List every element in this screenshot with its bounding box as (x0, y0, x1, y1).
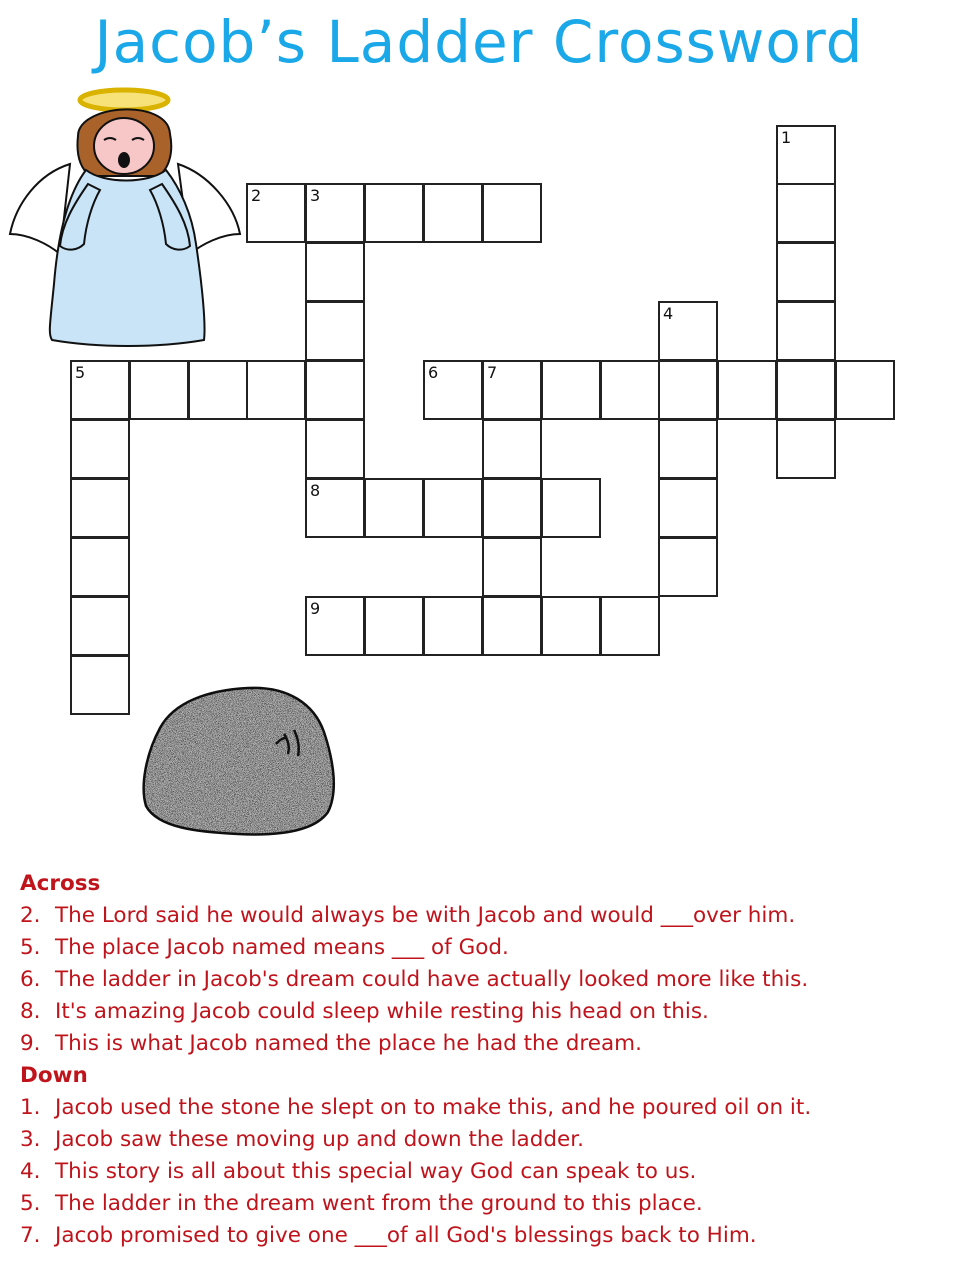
crossword-cell[interactable] (423, 478, 483, 538)
crossword-cell[interactable] (776, 360, 836, 420)
clue-num: 9. (20, 1031, 41, 1056)
crossword-cell[interactable] (70, 419, 130, 479)
clue-number: 7 (487, 363, 498, 382)
clue-text: The ladder in the dream went from the ground to this place. (55, 1191, 703, 1216)
crossword-cell[interactable] (658, 478, 718, 538)
crossword-cell[interactable] (482, 360, 542, 420)
clue-num: 5. (20, 1191, 41, 1216)
across-clue (20, 900, 940, 932)
crossword-cell[interactable] (305, 419, 365, 479)
down-heading: Down (20, 1063, 88, 1088)
clue-num: 8. (20, 999, 41, 1024)
clue-num: 4. (20, 1159, 41, 1184)
crossword-cell[interactable] (600, 596, 660, 656)
clue-text: Jacob saw these moving up and down the ladder. (55, 1127, 584, 1152)
crossword-cell[interactable] (423, 596, 483, 656)
across-clue (20, 964, 940, 996)
crossword-cell[interactable] (776, 242, 836, 302)
clue-number: 9 (310, 599, 321, 618)
clue-number: 8 (310, 481, 321, 500)
crossword-cell[interactable] (70, 596, 130, 656)
crossword-cell[interactable] (482, 537, 542, 597)
crossword-cell[interactable] (658, 301, 718, 361)
crossword-cell[interactable] (600, 360, 660, 420)
crossword-cell[interactable] (658, 537, 718, 597)
crossword-cell[interactable] (541, 360, 601, 420)
crossword-cell[interactable] (246, 360, 306, 420)
clue-text: This is what Jacob named the place he had the dream. (55, 1031, 642, 1056)
clue-text: This story is all about this special way God can speak to us. (55, 1159, 697, 1184)
crossword-cell[interactable] (717, 360, 777, 420)
crossword-cell[interactable] (305, 301, 365, 361)
across-heading: Across (20, 871, 101, 896)
crossword-cell[interactable] (658, 419, 718, 479)
crossword-cell[interactable] (246, 183, 306, 243)
down-clue (20, 1220, 940, 1252)
clue-number: 5 (75, 363, 86, 382)
crossword-cell[interactable] (482, 478, 542, 538)
clue-text: Jacob promised to give one ___of all God's blessings back to Him. (55, 1223, 757, 1248)
crossword-cell[interactable] (423, 183, 483, 243)
crossword-cell[interactable] (776, 419, 836, 479)
crossword-cell[interactable] (541, 478, 601, 538)
crossword-cell[interactable] (305, 360, 365, 420)
crossword-cell[interactable] (482, 183, 542, 243)
crossword-cell[interactable] (776, 301, 836, 361)
clue-num: 6. (20, 967, 41, 992)
crossword-cell[interactable] (658, 360, 718, 420)
clue-text: It's amazing Jacob could sleep while resting his head on this. (55, 999, 709, 1024)
crossword-cell[interactable] (188, 360, 248, 420)
crossword-cell[interactable] (305, 242, 365, 302)
crossword-cell[interactable] (541, 596, 601, 656)
crossword-cell[interactable] (364, 478, 424, 538)
crossword-cell[interactable] (364, 183, 424, 243)
crossword-cell[interactable] (305, 183, 365, 243)
across-clue (20, 996, 940, 1028)
crossword-cell[interactable] (70, 537, 130, 597)
crossword-cell[interactable] (482, 419, 542, 479)
clue-num: 1. (20, 1095, 41, 1120)
crossword-cell[interactable] (305, 596, 365, 656)
crossword-cell[interactable] (776, 125, 836, 185)
crossword-cell[interactable] (776, 183, 836, 243)
across-clue (20, 932, 940, 964)
crossword-cell[interactable] (364, 596, 424, 656)
crossword-cell[interactable] (70, 655, 130, 715)
crossword-cell[interactable] (482, 596, 542, 656)
crossword-cell[interactable] (423, 360, 483, 420)
clue-num: 3. (20, 1127, 41, 1152)
page-title: Jacob’s Ladder Crossword (94, 8, 864, 76)
clue-number: 6 (428, 363, 439, 382)
clue-text: The place Jacob named means ___ of God. (55, 935, 509, 960)
clue-number: 4 (663, 304, 674, 323)
clue-num: 7. (20, 1223, 41, 1248)
clue-number: 3 (310, 186, 321, 205)
crossword-cell[interactable] (305, 478, 365, 538)
clue-number: 1 (781, 128, 792, 147)
down-clue (20, 1092, 940, 1124)
crossword-cell[interactable] (835, 360, 895, 420)
crossword-cell[interactable] (70, 478, 130, 538)
clue-number: 2 (251, 186, 262, 205)
down-clue (20, 1156, 940, 1188)
clue-num: 2. (20, 903, 41, 928)
crossword-cell[interactable] (70, 360, 130, 420)
crossword-cell[interactable] (129, 360, 189, 420)
down-clue (20, 1124, 940, 1156)
clue-text: The Lord said he would always be with Jacob and would ___over him. (55, 903, 796, 928)
clue-list (20, 868, 940, 1252)
clue-text: Jacob used the stone he slept on to make this, and he poured oil on it. (55, 1095, 812, 1120)
across-clue (20, 1028, 940, 1060)
clue-num: 5. (20, 935, 41, 960)
down-clue (20, 1188, 940, 1220)
clue-text: The ladder in Jacob's dream could have actually looked more like this. (55, 967, 809, 992)
